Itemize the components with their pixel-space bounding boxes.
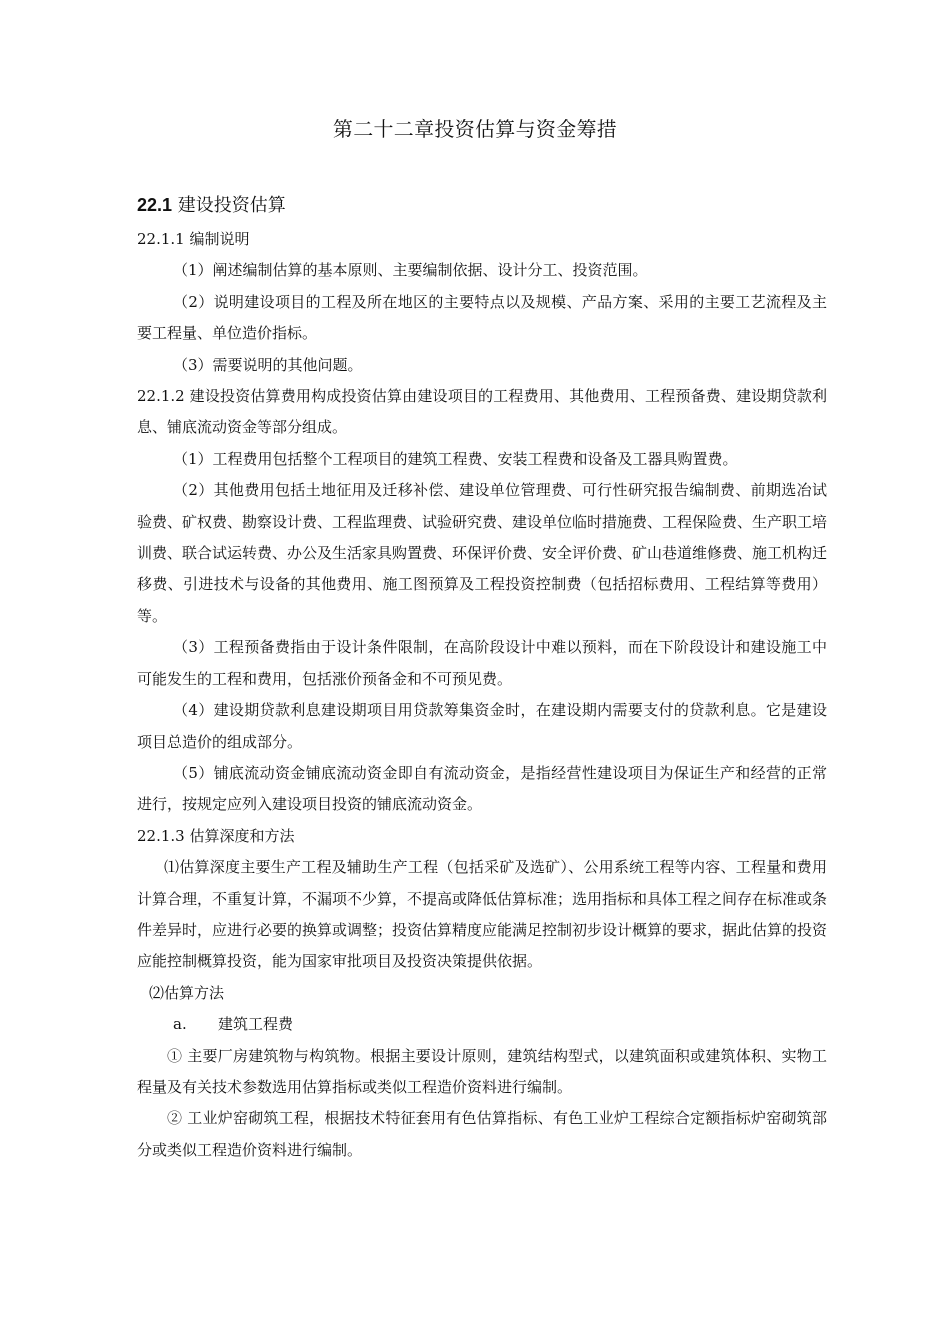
paragraph: （3）需要说明的其他问题。 <box>173 355 363 374</box>
list-marker: a. <box>173 1015 187 1034</box>
paragraph: （1）阐述编制估算的基本原则、主要编制依据、设计分工、投资范围。 <box>173 261 648 280</box>
paragraph: （1）工程费用包括整个工程项目的建筑工程费、安装工程费和设备及工器具购置费。 <box>173 449 738 468</box>
paragraph: （5）铺底流动资金铺底流动资金即自有流动资金，是指经营性建设项目为保证生产和经营的正常进行，按规定应列入建设项目投资的铺底流动资金。 <box>137 763 827 814</box>
subsection-heading: 22.1.3 估算深度和方法 <box>137 826 295 845</box>
paragraph: （3）工程预备费指由于设计条件限制，在高阶段设计中难以预料，而在下阶段设计和建设施工中可能发生的工程和费用，包括涨价预备金和不可预见费。 <box>137 638 827 688</box>
paragraph: ② 工业炉窑砌筑工程，根据技术特征套用有色估算指标、有色工业炉工程综合定额指标炉窑砌筑部分或类似工程造价资料进行编制。 <box>137 1109 827 1159</box>
paragraph: （4）建设期贷款利息建设期项目用贷款筹集资金时，在建设期内需要支付的贷款利息。它是建设项目总造价的组成部分。 <box>137 701 827 751</box>
paragraph: ① 主要厂房建筑物与构筑物。根据主要设计原则，建筑结构型式，以建筑面积或建筑体积、实物工程量及有关技术参数选用估算指标或类似工程造价资料进行编制。 <box>137 1046 827 1096</box>
section-heading <box>137 191 286 220</box>
section-number: 22.1 <box>137 195 173 215</box>
list-item-text: 建筑工程费 <box>218 1015 294 1034</box>
paragraph: （2）其他费用包括土地征用及迁移补偿、建设单位管理费、可行性研究报告编制费、前期选冶试验费、矿权费、勘察设计费、工程监理费、试验研究费、建设单位临时措施费、工程保险费、生产职工培训费、联合试运转费、办公及生活家具购置费、环保评价费、安全评价费、矿山巷道维修费、施工机构迁移费、引进技术与设备的其他费用、施工图预算及工程投资控制费（包括招标费用、工程结算等费用）等。 <box>137 481 828 625</box>
section-title: 建设投资估算 <box>177 195 286 216</box>
paragraph: （2）说明建设项目的工程及所在地区的主要特点以及规模、产品方案、采用的主要工艺流程及主要工程量、单位造价指标。 <box>137 292 827 343</box>
list-item <box>137 1009 827 1040</box>
paragraph: ⑴估算深度主要生产工程及辅助生产工程（包括采矿及选矿）、公用系统工程等内容、工程量和费用计算合理，不重复计算，不漏项不少算，不提高或降低估算标准；选用指标和具体工程之间存在标准或条件差异时，应进行必要的换算或调整；投资估算精度应能满足控制初步设计概算的要求，据此估算的投资应能控制概算投资，能为国家审批项目及投资决策提供依据。 <box>137 858 828 971</box>
document-body <box>137 224 827 1166</box>
subsection-heading: 22.1.1 编制说明 <box>137 230 250 248</box>
paragraph: ⑵估算方法 <box>149 983 225 1002</box>
chapter-title: 第二十二章投资估算与资金筹措 <box>332 117 618 141</box>
subsection-heading: 22.1.2 建设投资估算费用构成投资估算由建设项目的工程费用、其他费用、工程预备费、建设期贷款利息、铺底流动资金等部分组成。 <box>137 387 827 437</box>
